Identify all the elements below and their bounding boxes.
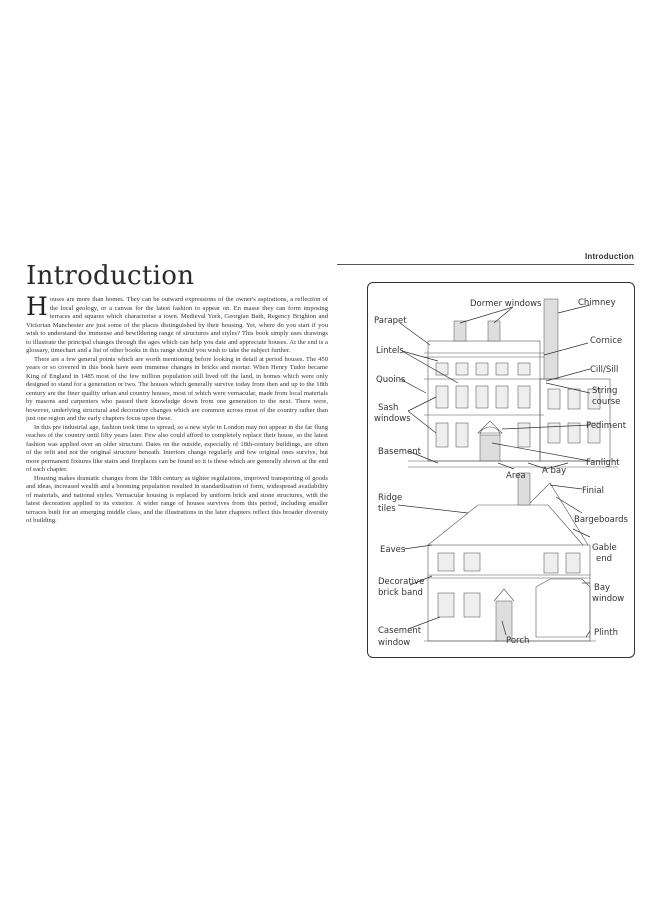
paragraph-1-text: ouses are more than homes. They can be outward expressions of the owner's aspirations, a reflection of the local geology, or a canvas for the latest fashion to appear on. En masse they can form imposing terraces and squares which characterise a town. Medieval York, Georgian Bath, Regency Brighton and Victorian Manchester are just some of the places distinguished by their housing. Yet, where do you start if you wish to understand the immense and bewildering range of structures and styles? This book simply uses drawings to illustrate the principal changes through the ages which can help you date and appreciate houses. At the end is a glossary, timechart and a list of other books in this range should you wish to take the subject further. — [26, 296, 328, 354]
label-quoins: Quoins — [376, 375, 406, 385]
label-decorative-brick-band-line1: Decorative — [378, 577, 425, 587]
paragraph-4: Housing makes dramatic changes from the 18th century as tighter regulations, improved transporting of goods and ideas, increased wealth and a booming population resulted in standardisation of form, widespread availability of materials, and national styles. Vernacular housing is replaced by uniform brick and stone structures, with the latest decoration applied to its exterior. A wider range of houses survives from this period, including smaller terraces built for an emerging middle class, and the illustrations in the later chapters reflect this broader diversity of building. — [26, 474, 328, 524]
house-diagram-figure — [367, 282, 635, 658]
chapter-title: Introduction — [26, 261, 195, 291]
label-string-course-line2: course — [592, 397, 621, 407]
label-finial: Finial — [582, 486, 604, 496]
label-casement-window-line2: window — [378, 638, 411, 648]
running-header: Introduction — [584, 252, 634, 261]
label-casement-window-line1: Casement — [378, 626, 422, 636]
label-bay-window-line2: window — [592, 594, 625, 604]
label-sash-windows-line2: windows — [374, 414, 411, 424]
label-pediment: Pediment — [586, 421, 627, 431]
label-bay-window-line1: Bay — [594, 583, 611, 593]
label-string-course-line1: String — [592, 386, 618, 396]
label-sash-windows-line1: Sash — [378, 403, 399, 413]
house-diagram-svg — [368, 283, 636, 659]
label-plinth: Plinth — [594, 628, 618, 638]
label-porch: Porch — [506, 636, 530, 646]
drop-cap: H — [26, 292, 48, 321]
label-ridge-tiles-line1: Ridge — [378, 493, 403, 503]
label-dormer-windows: Dormer windows — [470, 299, 542, 309]
victorian-house-drawing — [424, 473, 596, 641]
label-lintels: Lintels — [376, 346, 404, 356]
paragraph-3: In this pre industrial age, fashion took time to spread, so a new style in London may not appear in the far flung reaches of the country until fifty years later. Few also could afford to completely replace their house, so the latest fashion was applied over an older structure. Dates on the outside, especially of 18th-century buildings, are often of the refit and not the original structure beneath. Interiors change regularly and few original ones survive, but more permanent fixtures like stairs and fireplaces can be found so it is these which are generally shown at the end of each chapter. — [26, 423, 328, 473]
label-bargeboards: Bargeboards — [574, 515, 628, 525]
label-fanlight: Fanlight — [586, 458, 620, 468]
paragraph-1 — [26, 292, 328, 356]
label-gable-end-line2: end — [596, 554, 613, 564]
label-a-bay: A bay — [542, 466, 567, 476]
label-cill-sill: Cill/Sill — [590, 365, 619, 375]
header-rule — [337, 264, 634, 265]
label-chimney: Chimney — [578, 298, 616, 308]
paragraph-2: There are a few general points which are worth mentioning before looking in detail at period houses. The 450 years or so covered in this book have seen immense changes in bricks and mortar. When Henry Tudor became King of England in 1485 most of the few million population still lived off the land, in homes which were only designed to stand for a generation or two. The houses which generally survive today from then and up to the 18th century are the finer quality urban and country houses, most of which were vernacular, made from local materials by masons and carpenters who passed their knowledge down from one generation to the next. There were, however, underlying structural and decorative changes which are common across most of the country rather than just one region and the early chapters focus upon these. — [26, 355, 328, 422]
diagram-labels — [374, 298, 629, 648]
label-area: Area — [506, 471, 526, 481]
label-cornice: Cornice — [590, 336, 623, 346]
label-basement: Basement — [378, 447, 421, 457]
label-decorative-brick-band-line2: brick band — [378, 588, 423, 598]
body-text — [26, 292, 328, 526]
label-ridge-tiles-line2: tiles — [378, 504, 396, 514]
label-gable-end-line1: Gable — [592, 543, 617, 553]
label-parapet: Parapet — [374, 316, 407, 326]
georgian-house-drawing — [408, 299, 621, 467]
label-eaves: Eaves — [380, 545, 406, 555]
